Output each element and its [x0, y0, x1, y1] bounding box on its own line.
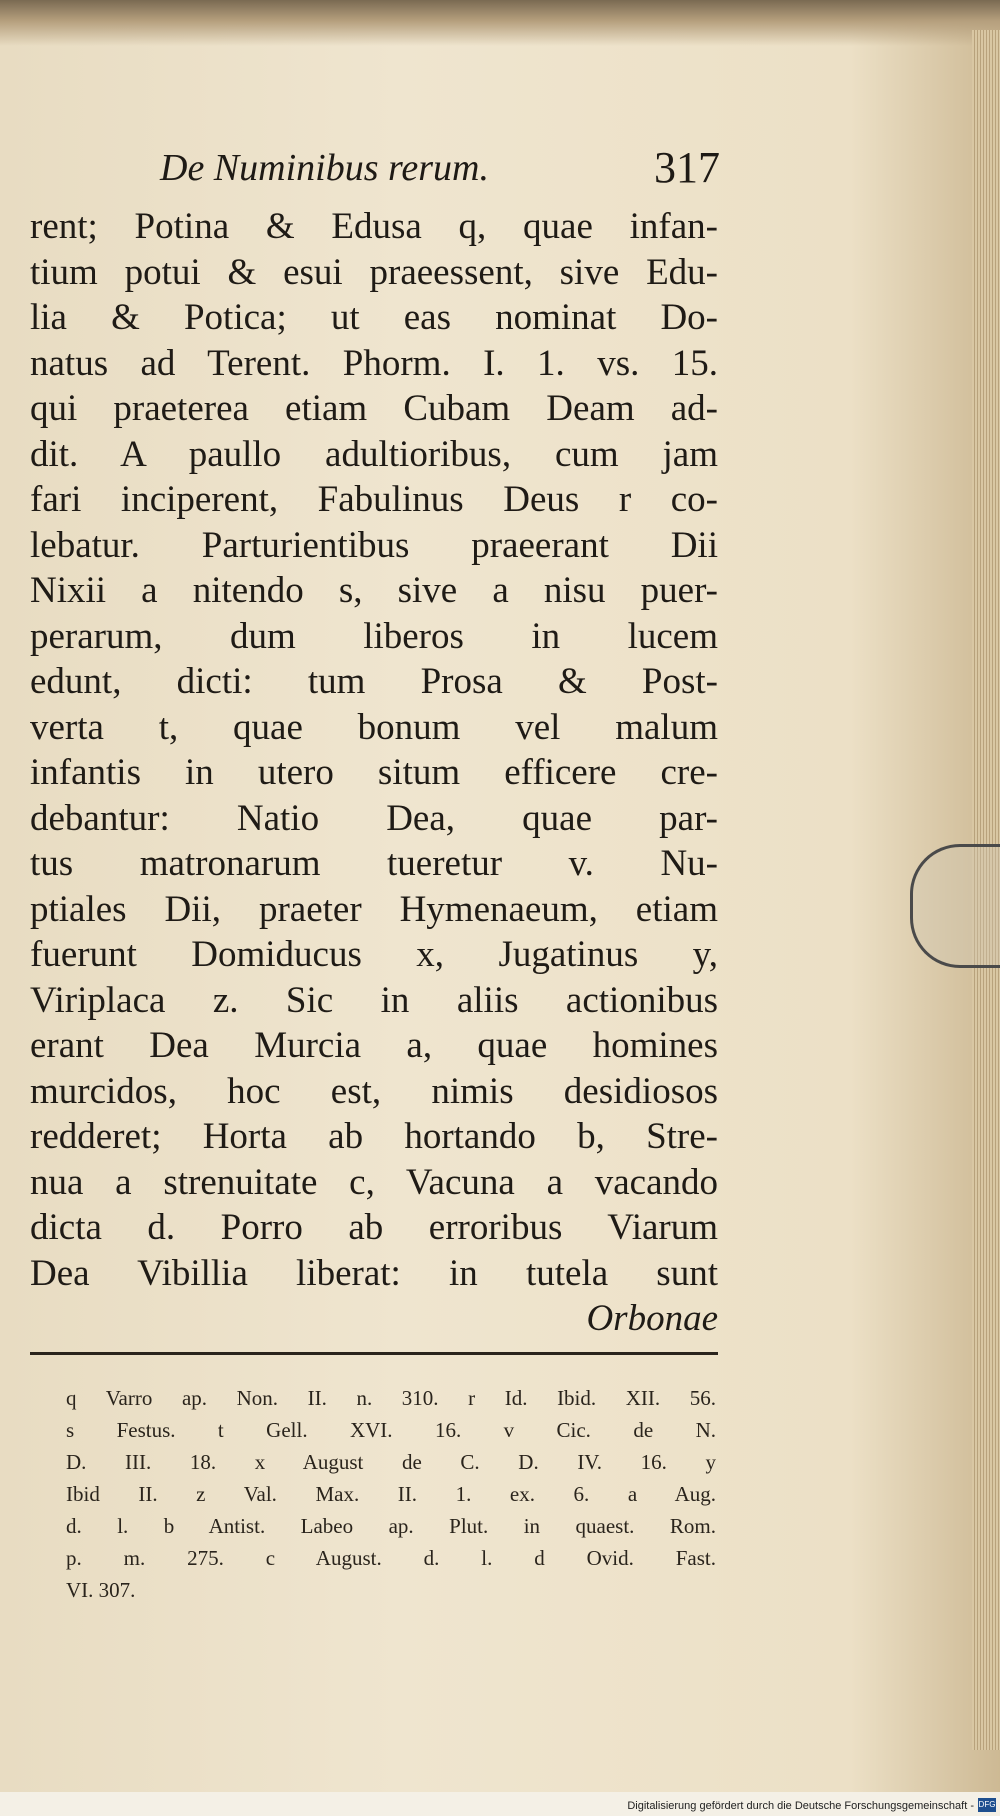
- footnote-line: s Festus. t Gell. XVI. 16. v Cic. de N.: [66, 1418, 716, 1442]
- text-line: qui praeterea etiam Cubam Deam ad-: [30, 388, 718, 429]
- footnote-line: D. III. 18. x August de C. D. IV. 16. y: [66, 1450, 716, 1474]
- running-head: De Numinibus rerum.: [160, 147, 489, 189]
- credit-bar: [0, 1792, 1000, 1816]
- dfg-logo: DFG: [978, 1798, 996, 1812]
- text-line: verta t, quae bonum vel malum: [30, 706, 718, 748]
- footnote-line: d. l. b Antist. Labeo ap. Plut. in quaest. Rom.: [66, 1514, 716, 1538]
- text-line: Nixii a nitendo s, sive a nisu puer-: [30, 570, 718, 611]
- text-line: fuerunt Domiducus x, Jugatinus y,: [30, 934, 718, 975]
- text-line: redderet; Horta ab hortando b, Stre-: [30, 1116, 718, 1157]
- footnote-line: q Varro ap. Non. II. n. 310. r Id. Ibid. XII. 56.: [66, 1386, 716, 1410]
- page-number: 317: [654, 143, 720, 192]
- book-top-shadow: [0, 0, 1000, 46]
- text-line: nua a strenuitate c, Vacuna a vacando: [30, 1161, 718, 1203]
- text-line: debantur: Natio Dea, quae par-: [30, 797, 718, 839]
- text-line: murcidos, hoc est, nimis desidiosos: [30, 1070, 718, 1112]
- text-line: tus matronarum tueretur v. Nu-: [30, 843, 718, 884]
- text-line: lia & Potica; ut eas nominat Do-: [30, 297, 718, 338]
- text-line: infantis in utero situm efficere cre-: [30, 752, 718, 793]
- text-line: edunt, dicti: tum Prosa & Post-: [30, 661, 718, 702]
- catchword: Orbonae: [586, 1298, 718, 1339]
- credit-text: Digitalisierung gefördert durch die Deutsche Forschungsgemeinschaft -: [627, 1800, 974, 1812]
- text-line: rent; Potina & Edusa q, quae infan-: [30, 206, 718, 247]
- footnote-line: p. m. 275. c August. d. l. d Ovid. Fast.: [66, 1546, 716, 1570]
- footnote-rule: [30, 1352, 718, 1355]
- footnotes: [66, 1382, 716, 1606]
- text-line: ptiales Dii, praeter Hymenaeum, etiam: [30, 888, 718, 930]
- text-line: dicta d. Porro ab erroribus Viarum: [30, 1207, 718, 1248]
- text-line: dit. A paullo adultioribus, cum jam: [30, 433, 718, 475]
- text-line: natus ad Terent. Phorm. I. 1. vs. 15.: [30, 342, 718, 384]
- page-header: [160, 143, 720, 196]
- main-text: [30, 204, 718, 1342]
- text-line: lebatur. Parturientibus praeerant Dii: [30, 524, 718, 566]
- text-line: perarum, dum liberos in lucem: [30, 615, 718, 657]
- text-line: Dea Vibillia liberat: in tutela sunt: [30, 1252, 718, 1294]
- text-line: fari inciperent, Fabulinus Deus r co-: [30, 479, 718, 520]
- text-line: erant Dea Murcia a, quae homines: [30, 1025, 718, 1066]
- footnote-line: VI. 307.: [66, 1578, 136, 1602]
- paper-clip: [910, 844, 1000, 968]
- text-line: Viriplaca z. Sic in aliis actionibus: [30, 979, 718, 1021]
- footnote-line: Ibid II. z Val. Max. II. 1. ex. 6. a Aug.: [66, 1482, 716, 1506]
- text-line: tium potui & esui praeessent, sive Edu-: [30, 251, 718, 293]
